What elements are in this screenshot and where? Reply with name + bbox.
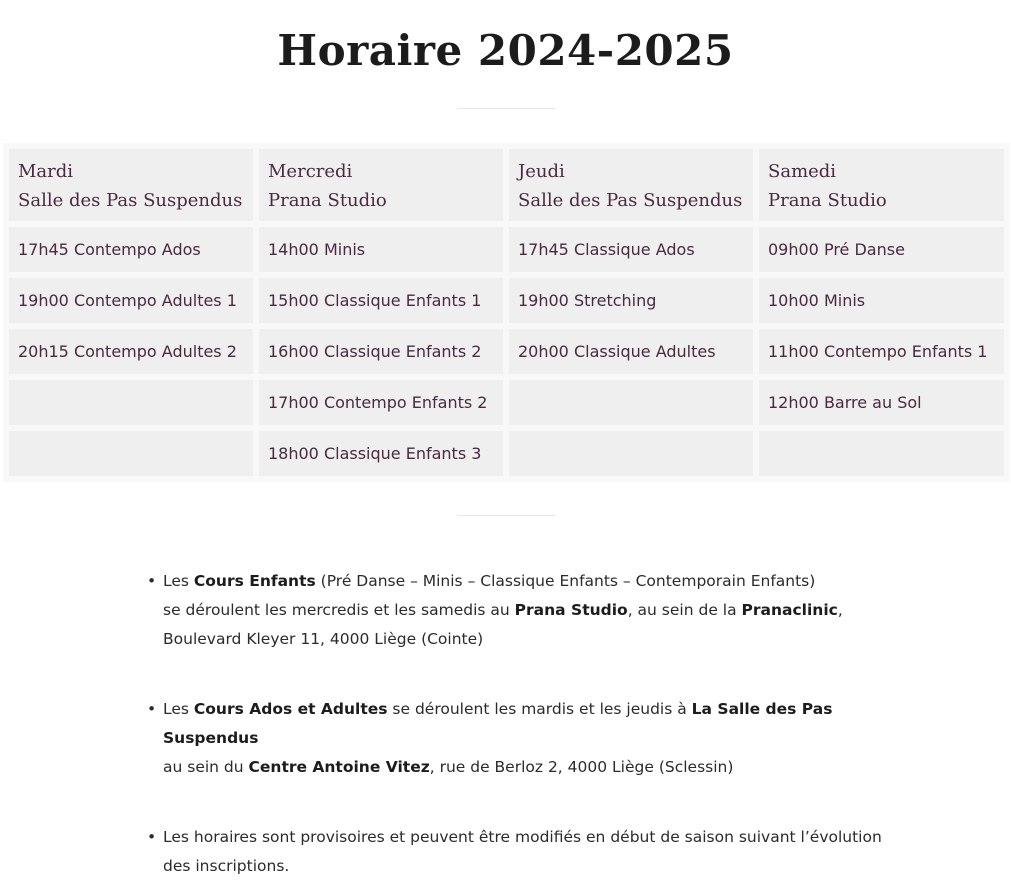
- table-cell: [509, 431, 753, 476]
- table-cell: 17h45 Contempo Ados: [9, 227, 253, 272]
- note-text: (Pré Danse – Minis – Classique Enfants – Contemporain Enfants): [315, 572, 816, 590]
- info-list: [146, 567, 906, 881]
- note-bold: Pranaclinic: [741, 601, 838, 619]
- note-text: au sein du: [163, 758, 249, 776]
- table-cell: 09h00 Pré Danse: [759, 227, 1004, 272]
- schedule-table: [3, 143, 1010, 482]
- column-header-thursday: [509, 149, 753, 221]
- table-row: [9, 431, 1004, 476]
- note-text: Les horaires sont provisoires et peuvent être modifiés en début de saison suivant l’évolution: [163, 828, 882, 846]
- list-item-provisional-notice: [146, 823, 906, 881]
- column-venue: Salle des Pas Suspendus: [18, 190, 243, 211]
- table-row: [9, 227, 1004, 272]
- note-text: se déroulent les mardis et les jeudis à: [387, 700, 692, 718]
- note-bold: Cours Enfants: [193, 572, 316, 590]
- table-row: [9, 278, 1004, 323]
- column-venue: Salle des Pas Suspendus: [518, 190, 743, 211]
- table-cell: 20h15 Contempo Adultes 2: [9, 329, 253, 374]
- table-cell: [9, 380, 253, 425]
- column-day: Samedi: [768, 161, 837, 182]
- column-header-saturday: [759, 149, 1004, 221]
- section-divider: [457, 515, 555, 516]
- column-header-tuesday: [9, 149, 253, 221]
- table-row: [9, 329, 1004, 374]
- list-item-children-courses: [146, 567, 906, 654]
- note-bold: La Salle des Pas Suspendus: [163, 700, 833, 747]
- page-title: Horaire 2024-2025: [277, 26, 734, 75]
- column-venue: Prana Studio: [768, 190, 887, 211]
- column-day: Jeudi: [518, 161, 565, 182]
- note-text: des inscriptions.: [163, 857, 290, 875]
- column-day: Mardi: [18, 161, 74, 182]
- column-venue: Prana Studio: [268, 190, 387, 211]
- table-cell: 20h00 Classique Adultes: [509, 329, 753, 374]
- table-row: [9, 380, 1004, 425]
- table-cell: 19h00 Contempo Adultes 1: [9, 278, 253, 323]
- note-bold: Centre Antoine Vitez: [248, 758, 430, 776]
- note-bold: Prana Studio: [514, 601, 628, 619]
- note-text: se déroulent les mercredis et les samedis au: [163, 601, 515, 619]
- table-cell: 10h00 Minis: [759, 278, 1004, 323]
- table-cell: 17h45 Classique Ados: [509, 227, 753, 272]
- list-item-adult-courses: [146, 695, 906, 782]
- note-text: Boulevard Kleyer 11, 4000 Liège (Cointe): [163, 630, 484, 648]
- table-cell: [9, 431, 253, 476]
- table-cell: 17h00 Contempo Enfants 2: [259, 380, 503, 425]
- note-text: Les: [163, 700, 194, 718]
- table-cell: 11h00 Contempo Enfants 1: [759, 329, 1004, 374]
- table-cell: 16h00 Classique Enfants 2: [259, 329, 503, 374]
- note-bold: Cours Ados et Adultes: [193, 700, 388, 718]
- note-text: , au sein de la: [627, 601, 742, 619]
- table-cell: [759, 431, 1004, 476]
- column-header-wednesday: [259, 149, 503, 221]
- column-day: Mercredi: [268, 161, 353, 182]
- table-cell: [509, 380, 753, 425]
- table-cell: 19h00 Stretching: [509, 278, 753, 323]
- table-cell: 14h00 Minis: [259, 227, 503, 272]
- schedule-header-row: [9, 149, 1004, 221]
- note-text: Les: [163, 572, 194, 590]
- table-cell: 15h00 Classique Enfants 1: [259, 278, 503, 323]
- title-divider: [457, 108, 555, 109]
- table-cell: 12h00 Barre au Sol: [759, 380, 1004, 425]
- note-text: ,: [837, 601, 843, 619]
- table-cell: 18h00 Classique Enfants 3: [259, 431, 503, 476]
- note-text: , rue de Berloz 2, 4000 Liège (Sclessin): [429, 758, 734, 776]
